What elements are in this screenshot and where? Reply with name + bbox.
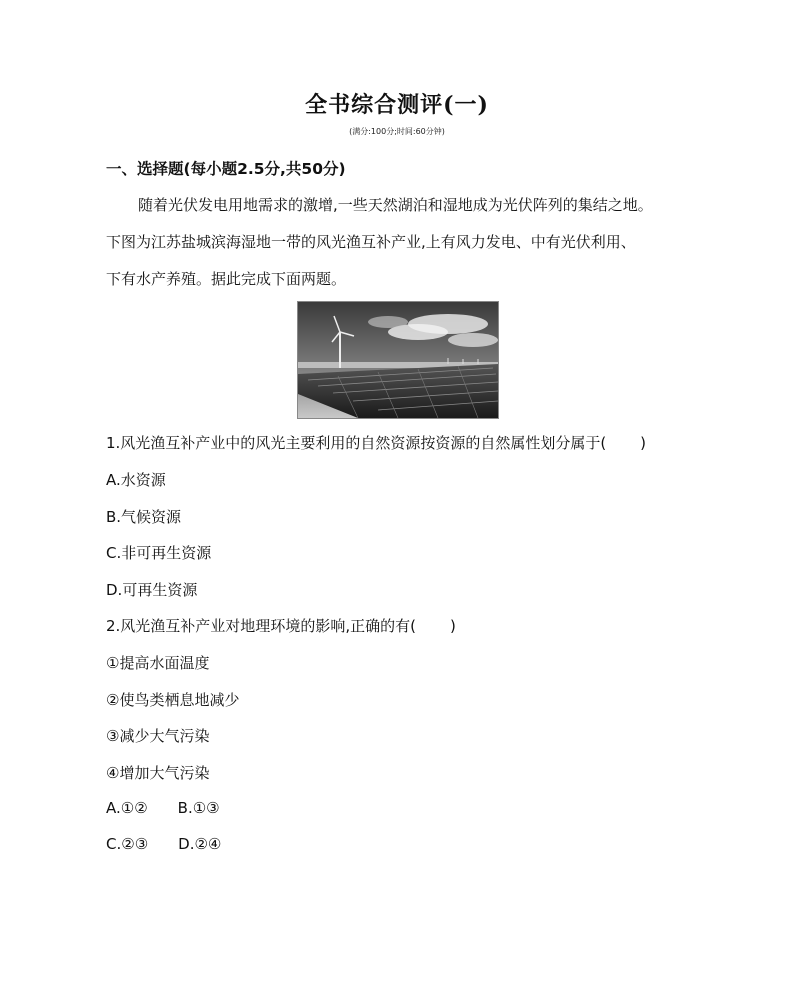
question-1-option-a: A.水资源 xyxy=(106,471,166,489)
page-title: 全书综合测评(一) xyxy=(305,92,489,118)
section-heading: 一、选择题(每小题2.5分,共50分) xyxy=(106,160,346,178)
question-2-options-row-2 xyxy=(106,835,221,853)
question-1-close-paren: ) xyxy=(640,434,647,452)
question-1-stem xyxy=(106,432,646,453)
question-2-item-1: ①提高水面温度 xyxy=(106,654,210,672)
question-2-item-4: ④增加大气污染 xyxy=(106,764,210,782)
question-2-option-a: A.①② xyxy=(106,799,148,817)
page-subtitle: (满分:100分;时间:60分钟) xyxy=(349,127,445,136)
question-2-option-b: B.①③ xyxy=(177,799,220,817)
photo-illustration xyxy=(298,302,498,418)
question-1-option-c: C.非可再生资源 xyxy=(106,544,212,562)
question-2-stem xyxy=(106,615,456,636)
passage-line-3: 下有水产养殖。据此完成下面两题。 xyxy=(106,270,347,288)
question-2-option-c: C.②③ xyxy=(106,835,149,853)
passage-line-2: 下图为江苏盐城滨海湿地一带的风光渔互补产业,上有风力发电、中有光伏利用、 xyxy=(106,233,636,251)
question-2-option-d: D.②④ xyxy=(178,835,222,853)
passage-line-1: 随着光伏发电用地需求的激增,一些天然湖泊和湿地成为光伏阵列的集结之地。 xyxy=(138,196,653,214)
question-2-item-2: ②使鸟类栖息地减少 xyxy=(106,691,240,709)
question-2-text: 2.风光渔互补产业对地理环境的影响,正确的有( xyxy=(106,617,416,635)
question-2-options-row-1 xyxy=(106,799,220,817)
wind-solar-fishery-photo xyxy=(297,301,499,419)
question-2-item-3: ③减少大气污染 xyxy=(106,727,210,745)
question-2-close-paren: ) xyxy=(449,617,456,635)
question-1-text: 1.风光渔互补产业中的风光主要利用的自然资源按资源的自然属性划分属于( xyxy=(106,434,607,452)
question-1-option-d: D.可再生资源 xyxy=(106,581,198,599)
question-1-option-b: B.气候资源 xyxy=(106,508,182,526)
